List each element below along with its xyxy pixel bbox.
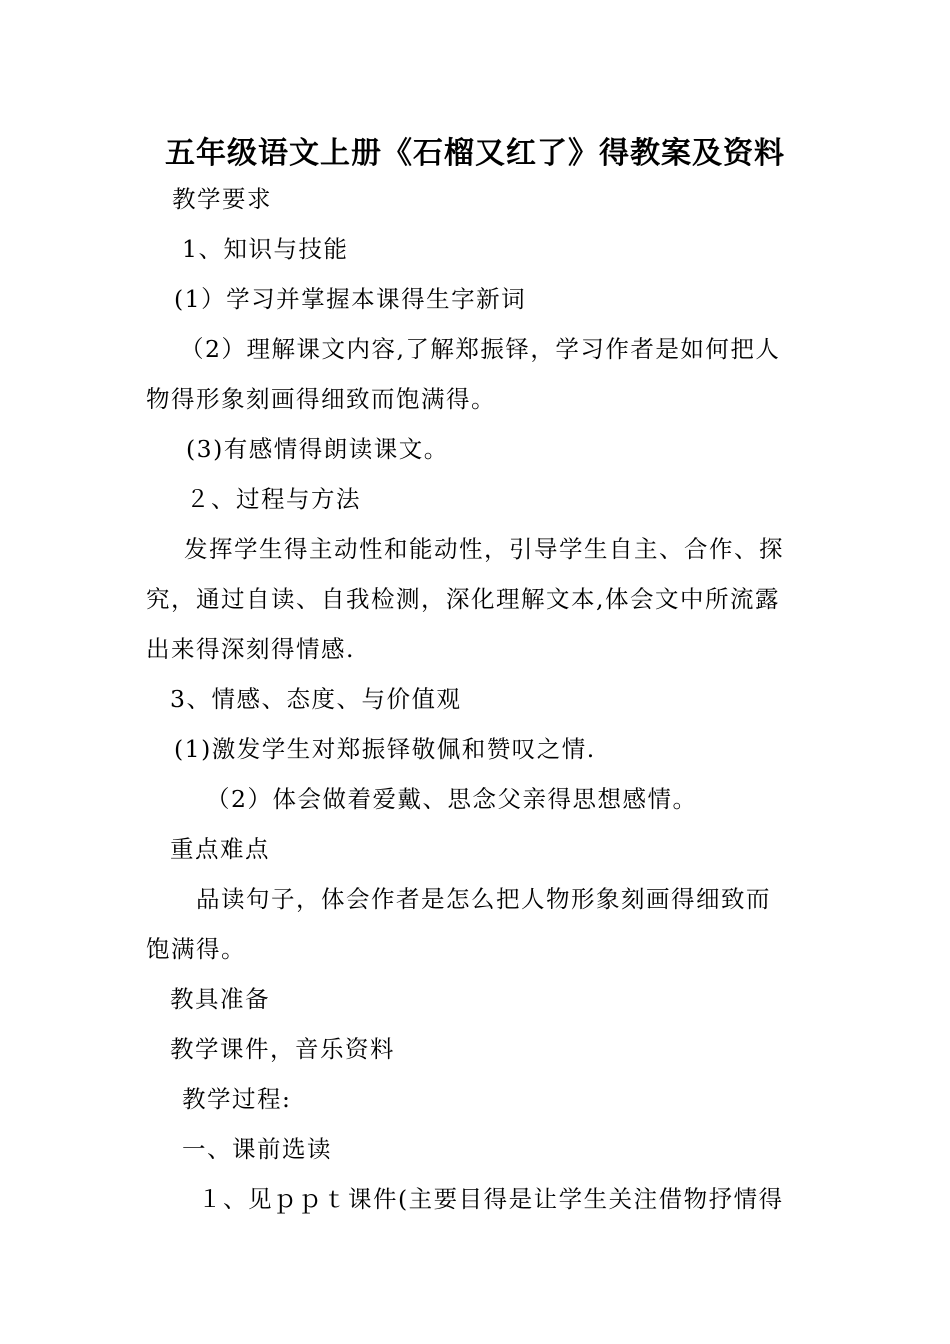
paragraph-line: 饱满得。 <box>146 935 246 963</box>
paragraph-line: (1）学习并掌握本课得生字新词 <box>174 285 527 313</box>
paragraph-line: 教学课件，音乐资料 <box>170 1035 395 1063</box>
paragraph-line: （2）体会做着爱戴、思念父亲得思想感情。 <box>206 785 698 813</box>
subheading-emotion-values: 3、情感、态度、与价值观 <box>170 685 462 713</box>
subheading-knowledge-skills: 1、知识与技能 <box>182 235 349 263</box>
paragraph-line: (3)有感情得朗读课文。 <box>186 435 449 463</box>
subheading-process-methods: ２、过程与方法 <box>186 485 361 513</box>
subheading-pre-class-reading: 一、课前选读 <box>182 1135 332 1163</box>
document-title: 五年级语文上册《石榴又红了》得教案及资料 <box>165 136 785 171</box>
paragraph-line: 品读句子，体会作者是怎么把人物形象刻画得细致而 <box>196 885 771 913</box>
paragraph-line: 发挥学生得主动性和能动性，引导学生自主、合作、探 <box>184 535 784 563</box>
paragraph-line: 物得形象刻画得细致而饱满得。 <box>146 385 496 413</box>
heading-key-points: 重点难点 <box>170 835 270 863</box>
heading-teaching-requirements: 教学要求 <box>172 185 272 213</box>
paragraph-line: １、见ｐｐｔ课件(主要目得是让学生关注借物抒情得 <box>198 1185 784 1213</box>
paragraph-line: （2）理解课文内容,了解郑振铎，学习作者是如何把人 <box>180 335 781 363</box>
paragraph-line: 出来得深刻得情感. <box>146 635 355 663</box>
heading-teaching-aids: 教具准备 <box>170 985 270 1013</box>
paragraph-line: (1)激发学生对郑振铎敬佩和赞叹之情. <box>174 735 596 763</box>
heading-teaching-process: 教学过程: <box>182 1085 292 1113</box>
paragraph-line: 究，通过自读、自我检测，深化理解文本,体会文中所流露 <box>146 585 780 613</box>
